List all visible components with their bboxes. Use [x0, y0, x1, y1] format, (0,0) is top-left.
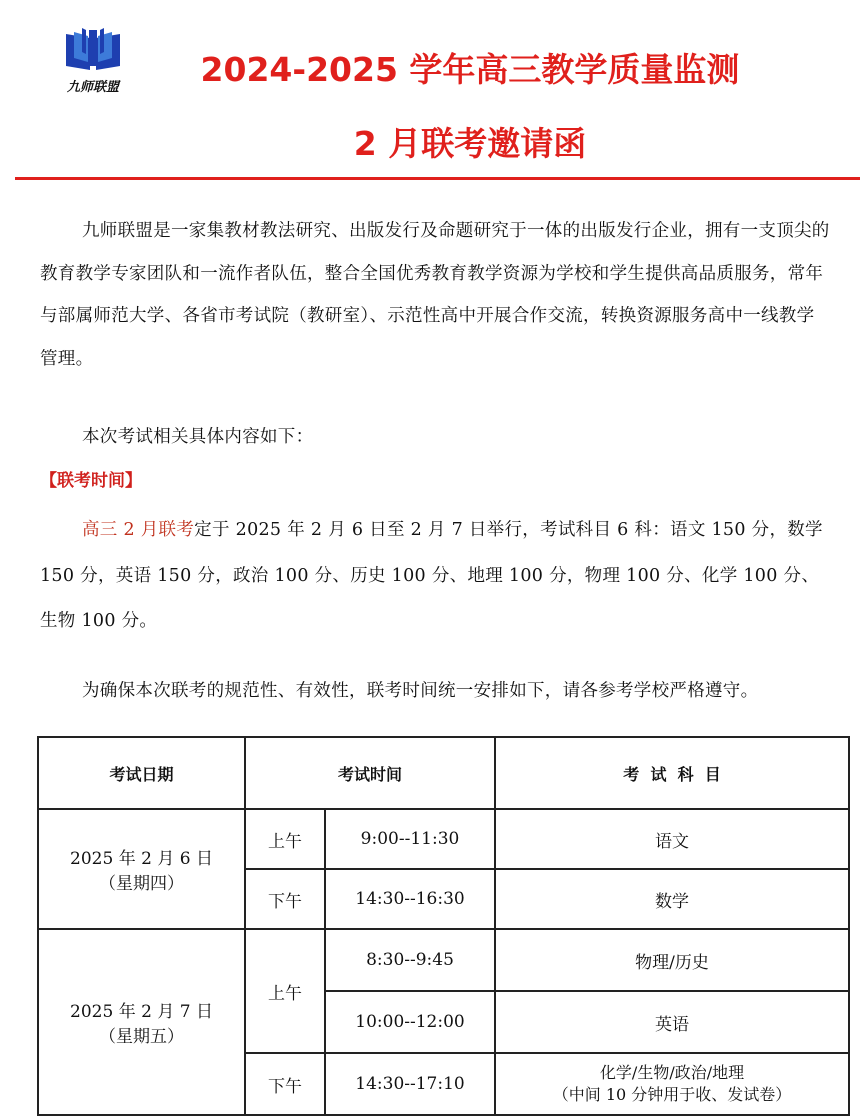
exam-date-cell — [38, 809, 245, 929]
exam-name-highlight: 高三 2 月联考 — [82, 520, 195, 540]
section-heading: 【联考时间】 — [40, 471, 142, 491]
exam-info-paragraph — [40, 508, 830, 645]
exam-date-cell — [38, 929, 245, 1115]
exam-weekday: （星期四） — [99, 874, 184, 894]
table-header-row — [38, 737, 849, 809]
subject-cell: 英语 — [495, 991, 849, 1053]
subject-cell: 数学 — [495, 869, 849, 929]
logo — [52, 22, 134, 100]
table-row — [38, 809, 849, 869]
time-cell: 14:30--17:10 — [325, 1053, 495, 1115]
period-cell: 上午 — [245, 809, 325, 869]
subject-cell: 语文 — [495, 809, 849, 869]
intro-lead: 本次考试相关具体内容如下： — [82, 427, 314, 447]
title-divider — [15, 177, 860, 180]
time-cell: 10:00--12:00 — [325, 991, 495, 1053]
notice-paragraph: 为确保本次联考的规范性、有效性，联考时间统一安排如下，请各参考学校严格遵守。 — [82, 681, 759, 701]
exam-schedule-table — [37, 736, 850, 1116]
subject-cell — [495, 1053, 849, 1115]
subject-note: （中间 10 分钟用于收、发试卷） — [552, 1085, 792, 1104]
subject-list: 化学/生物/政治/地理 — [599, 1063, 745, 1082]
period-cell: 下午 — [245, 1053, 325, 1115]
header-time: 考试时间 — [245, 737, 495, 809]
document-title: 2024-2025 学年高三教学质量监测 — [200, 50, 740, 89]
exam-date: 2025 年 2 月 7 日 — [70, 1002, 213, 1022]
time-cell: 8:30--9:45 — [325, 929, 495, 991]
exam-date: 2025 年 2 月 6 日 — [70, 849, 213, 869]
subject-cell: 物理/历史 — [495, 929, 849, 991]
exam-info-body: 定于 2025 年 2 月 6 日至 2 月 7 日举行，考试科目 6 科：语文 150 分，数学 150 分，英语 150 分，政治 100 分、历史 100 分、地理 100 分，物理 100 分、化学 100 分、生物 100 分。 — [40, 520, 823, 631]
document-subtitle: 2 月联考邀请函 — [353, 124, 587, 163]
time-cell: 14:30--16:30 — [325, 869, 495, 929]
exam-weekday: （星期五） — [99, 1027, 184, 1047]
period-cell: 下午 — [245, 869, 325, 929]
book-logo-icon — [52, 22, 134, 78]
table-row — [38, 929, 849, 991]
period-cell: 上午 — [245, 929, 325, 1053]
intro-paragraph: 九师联盟是一家集教材教法研究、出版发行及命题研究于一体的出版发行企业，拥有一支顶尖的教育教学专家团队和一流作者队伍，整合全国优秀教育教学资源为学校和学生提供高品质服务，常年与部属师范大学、各省市考试院（教研室）、示范性高中开展合作交流，转换资源服务高中一线教学管理。 — [40, 221, 830, 369]
header-subject: 考 试 科 目 — [495, 737, 849, 809]
header-date: 考试日期 — [38, 737, 245, 809]
time-cell: 9:00--11:30 — [325, 809, 495, 869]
logo-name: 九师联盟 — [66, 80, 119, 95]
